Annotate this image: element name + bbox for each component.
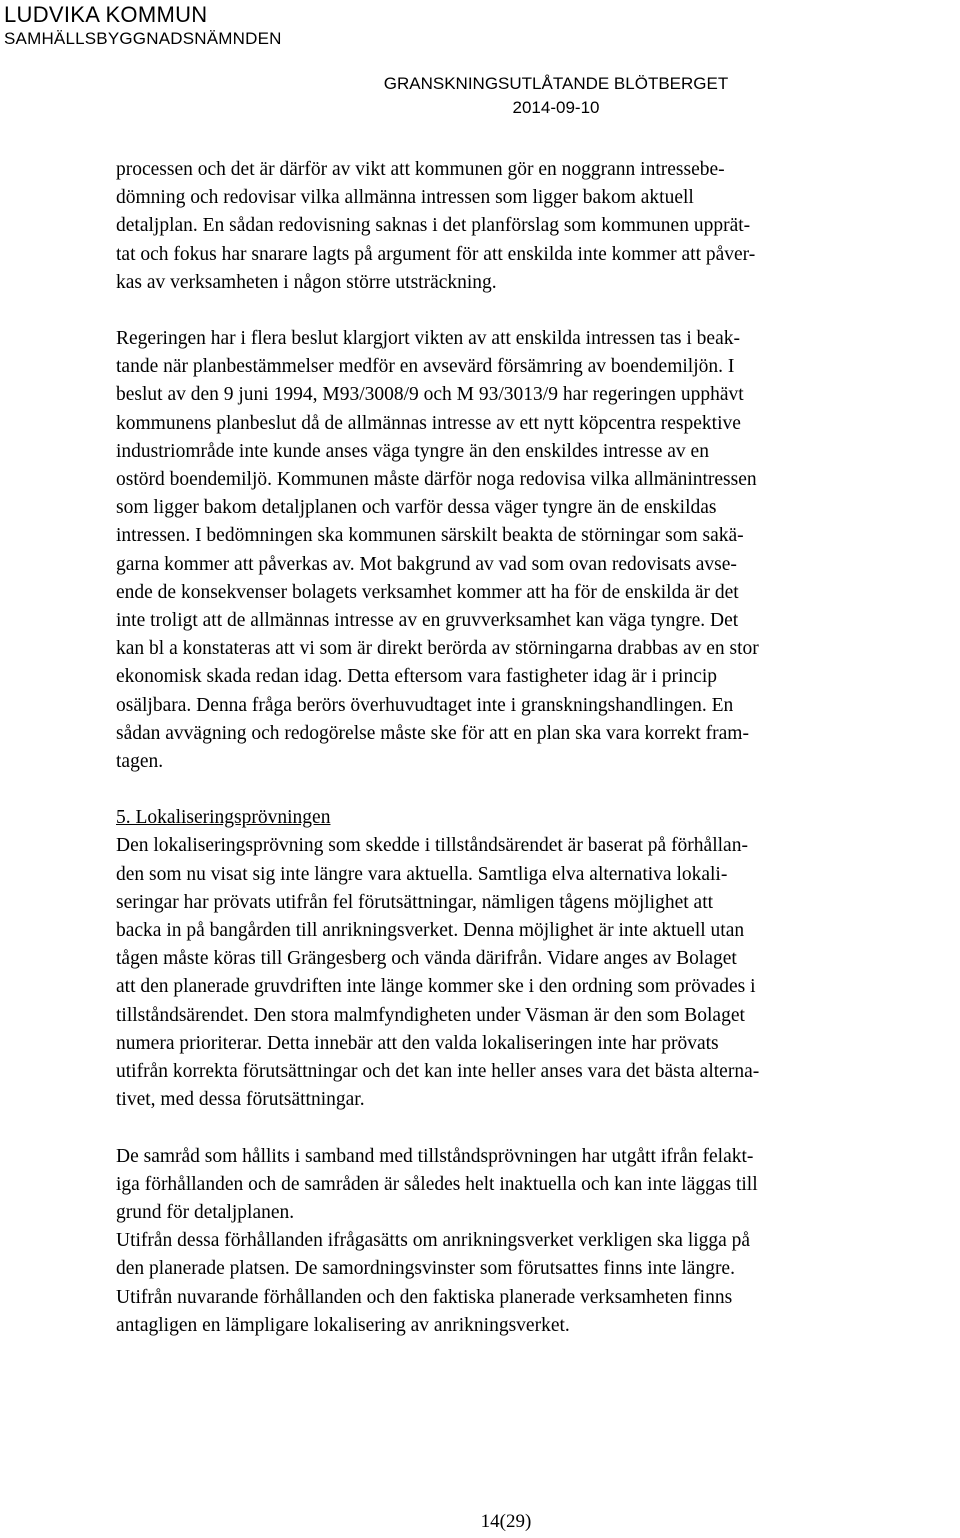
text-line: tågen måste köras till Grängesberg och vända därifrån. Vidare anges av Bolaget	[116, 948, 737, 970]
text-line: backa in på bangården till anrikningsverket. Denna möjlighet är inte aktuell utan	[116, 920, 745, 942]
text-line: tat och fokus har snarare lagts på argument för att enskilda inte kommer att påver-	[116, 243, 756, 265]
text-line: seringar har prövats utifrån fel förutsättningar, nämligen tågens möjlighet att	[116, 891, 714, 913]
paragraph-3	[116, 832, 916, 1114]
text-line: kommunens planbeslut då de allmännas intresse av ett nytt köpcentra respektive	[116, 412, 741, 434]
organization-name: LUDVIKA KOMMUN	[4, 2, 208, 27]
text-line: ostörd boendemiljö. Kommunen måste därför noga redovisa vilka allmänintressen	[116, 469, 757, 491]
page-number: 14(29)	[480, 1511, 532, 1532]
text-line: intressen. I bedömningen ska kommunen särskilt beakta de störningar som sakä-	[116, 525, 744, 547]
text-line: som ligger bakom detaljplanen och varför dessa väger tyngre än de enskildas	[116, 497, 717, 519]
text-line: numera prioriterar. Detta innebär att den valda lokaliseringen inte har prövats	[116, 1032, 719, 1054]
text-line: tillståndsärendet. Den stora malmfyndigheten under Väsman är den som Bolaget	[116, 1004, 745, 1026]
text-line: tagen.	[116, 751, 164, 773]
text-line: De samråd som hållits i samband med tillståndsprövningen har utgått ifrån felakt-	[116, 1145, 754, 1167]
text-line: ekonomisk skada redan idag. Detta eftersom vara fastigheter idag är i princip	[116, 666, 718, 688]
paragraph-5	[116, 1227, 916, 1340]
document-body	[116, 156, 916, 1340]
text-line: Regeringen har i flera beslut klargjort vikten av att enskilda intressen tas i beak-	[116, 328, 740, 350]
text-line: dömning och redovisar vilka allmänna intressen som ligger bakom aktuell	[116, 187, 694, 209]
text-line: ende de konsekvenser bolagets verksamhet kommer att ha för de enskilda är det	[116, 581, 739, 603]
text-line: processen och det är därför av vikt att kommunen gör en noggrann intressebe-	[116, 159, 725, 180]
text-line: osäljbara. Denna fråga berörs överhuvudtaget inte i granskningshandlingen. En	[116, 694, 734, 716]
text-line: grund för detaljplanen.	[116, 1201, 295, 1223]
paragraph-2	[116, 325, 916, 776]
paragraph-4	[116, 1143, 916, 1228]
text-line: den som nu visat sig inte längre vara aktuella. Samtliga elva alternativa lokali-	[116, 863, 728, 885]
text-line: antagligen en lämpligare lokalisering av anrikningsverket.	[116, 1314, 570, 1336]
text-line: kas av verksamheten i någon större utsträckning.	[116, 271, 497, 293]
text-line: den planerade platsen. De samordningsvinster som förutsattes finns inte längre.	[116, 1258, 735, 1280]
paragraph-1	[116, 156, 916, 297]
document-title: GRANSKNINGSUTLÅTANDE BLÖTBERGET	[383, 74, 729, 93]
text-line: tande när planbestämmelser medför en avsevärd försämring av boendemiljön. I	[116, 356, 735, 378]
document-header	[4, 2, 282, 50]
text-line: Utifrån dessa förhållanden ifrågasätts om anrikningsverket verkligen ska ligga på	[116, 1230, 751, 1252]
text-line: tivet, med dessa förutsättningar.	[116, 1089, 365, 1111]
text-line: iga förhållanden och de samråden är således helt inaktuella och kan inte läggas till	[116, 1173, 758, 1195]
text-line: beslut av den 9 juni 1994, M93/3008/9 och M 93/3013/9 har regeringen upphävt	[116, 384, 744, 406]
text-line: Den lokaliseringsprövning som skedde i tillståndsärendet är baserat på förhållan-	[116, 835, 748, 857]
section-heading	[116, 804, 916, 832]
text-line: att den planerade gruvdriften inte länge kommer ske i den ordning som prövades i	[116, 976, 756, 998]
section-heading-text: 5. Lokaliseringsprövningen	[116, 807, 331, 829]
department-name: SAMHÄLLSBYGGNADSNÄMNDEN	[4, 29, 282, 48]
document-date: 2014-09-10	[512, 98, 600, 117]
text-line: detaljplan. En sådan redovisning saknas i det planförslag som kommunen upprät-	[116, 215, 751, 237]
text-line: kan bl a konstateras att vi som är direkt berörda av störningarna drabbas av en stor	[116, 638, 759, 660]
text-line: industriområde inte kunde anses väga tyngre än den enskildes intresse av en	[116, 440, 709, 462]
text-line: garna kommer att påverkas av. Mot bakgrund av vad som ovan redovisats avse-	[116, 553, 737, 575]
text-line: sådan avvägning och redogörelse måste ske för att en plan ska vara korrekt fram-	[116, 722, 749, 744]
text-line: Utifrån nuvarande förhållanden och den faktiska planerade verksamheten finns	[116, 1286, 733, 1308]
text-line: inte troligt att de allmännas intresse av en gruvverksamhet kan väga tyngre. Det	[116, 610, 739, 632]
text-line: utifrån korrekta förutsättningar och det kan inte heller anses vara det bästa alterna-	[116, 1061, 760, 1083]
document-meta	[0, 72, 960, 120]
